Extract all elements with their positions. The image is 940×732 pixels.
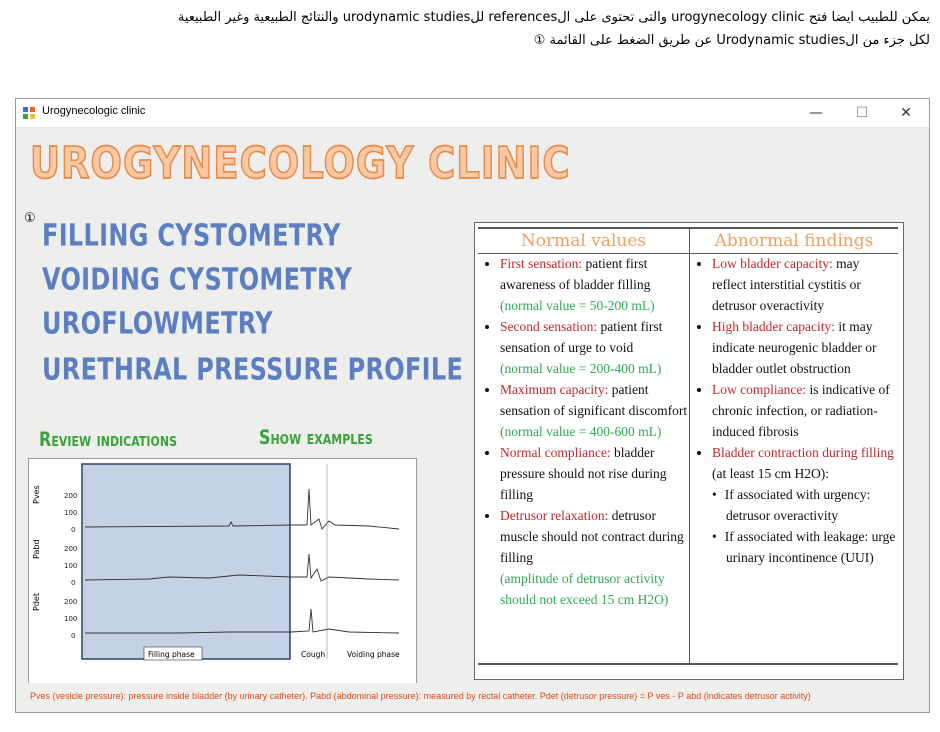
app-window [15, 98, 930, 713]
maximize-button[interactable]: ☐ [855, 105, 869, 121]
tick-3-0: 0 [71, 632, 76, 640]
caption-line-1: يمكن للطبيب ايضا فتح urogynecology clinic والتى تحتوى على الreferences للurodynamic studies والنتائج الطبيعية وغير الطبيعية [177, 10, 930, 25]
abnormal-item: • High bladder capacity: it may indicate neurogenic bladder or bladder outlet obstruction [712, 316, 896, 379]
filling-phase-label: Filling phase [148, 650, 195, 659]
tick-1-0: 0 [71, 526, 76, 534]
abnormal-findings-column [690, 253, 896, 568]
app-icon [22, 106, 36, 120]
tick-2-0: 0 [71, 579, 76, 587]
tick-1-100: 100 [64, 509, 78, 517]
voiding-phase-label: Voiding phase [347, 650, 400, 659]
instruction-caption [10, 6, 930, 52]
filling-phase-region [82, 464, 290, 659]
urodynamic-graph [28, 458, 417, 685]
reference-table [474, 222, 904, 680]
minimize-button[interactable]: — [809, 105, 823, 121]
tick-3-100: 100 [64, 615, 78, 623]
app-content [16, 128, 929, 712]
tick-2-200: 200 [64, 545, 78, 553]
abnormal-item: • Bladder contraction during filling (at least 15 cm H2O): • If associated with urgency: detrusor overactivity • If associated with leakage: urge urinary incontinence (UUI) [712, 442, 896, 568]
normal-item: • Normal compliance: bladder pressure should not rise during filling [500, 442, 688, 505]
graph-svg [29, 459, 416, 684]
tick-3-200: 200 [64, 598, 78, 606]
label-pves: Pves [32, 485, 41, 504]
label-pabd: Pabd [32, 539, 41, 559]
normal-values-header: Normal values [478, 227, 689, 254]
window-title: Urogynecologic clinic [42, 105, 146, 117]
abnormal-subitem: • If associated with urgency: detrusor overactivity [726, 484, 896, 526]
footer-note [16, 683, 929, 712]
normal-item: • First sensation: patient first awareness of bladder filling (normal value = 50-200 mL) [500, 253, 688, 316]
title-bar[interactable] [16, 99, 929, 128]
menu-uroflowmetry[interactable]: UROFLOWMETRY [42, 306, 273, 341]
clinic-heading: UROGYNECOLOGY CLINIC [30, 138, 571, 189]
normal-values-column [478, 253, 688, 610]
menu-urethral-pressure-profile[interactable]: URETHRAL PRESSURE PROFILE [42, 352, 464, 387]
abnormal-findings-header: Abnormal findings [690, 227, 898, 254]
menu-filling-cystometry[interactable]: FILLING CYSTOMETRY [42, 218, 341, 253]
footer-text: Pves (vesicle pressure): pressure inside bladder (by urinary catheter). Pabd (abdominal pressure): measured by rectal catheter. Pdet (detrusor pressure) = P ves - P abd (indicates detrusor activity) [30, 691, 811, 701]
close-button[interactable]: ✕ [900, 105, 912, 121]
show-examples-link[interactable]: Show examples [259, 426, 373, 449]
review-indications-link[interactable]: Review indications [39, 428, 177, 451]
abnormal-item: • Low bladder capacity: may reflect interstitial cystitis or detrusor overactivity [712, 253, 896, 316]
cough-label: Cough [301, 650, 326, 659]
marker-1: ① [24, 211, 36, 226]
abnormal-item: • Low compliance: is indicative of chronic infection, or radiation-induced fibrosis [712, 379, 896, 442]
normal-item: • Second sensation: patient first sensation of urge to void (normal value = 200-400 mL) [500, 316, 688, 379]
label-pdet: Pdet [32, 593, 41, 611]
abnormal-subitem: • If associated with leakage: urge urinary incontinence (UUI) [726, 526, 896, 568]
menu-voiding-cystometry[interactable]: VOIDING CYSTOMETRY [42, 262, 353, 297]
caption-line-2: لكل جزء من الUrodynamic studies عن طريق الضغط على القائمة ① [533, 33, 930, 48]
tick-1-200: 200 [64, 492, 78, 500]
normal-item: • Detrusor relaxation: detrusor muscle should not contract during filling (amplitude of detrusor activity should not exceed 15 cm H2O) [500, 505, 688, 610]
normal-item: • Maximum capacity: patient sensation of significant discomfort (normal value = 400-600 mL) [500, 379, 688, 442]
tick-2-100: 100 [64, 562, 78, 570]
